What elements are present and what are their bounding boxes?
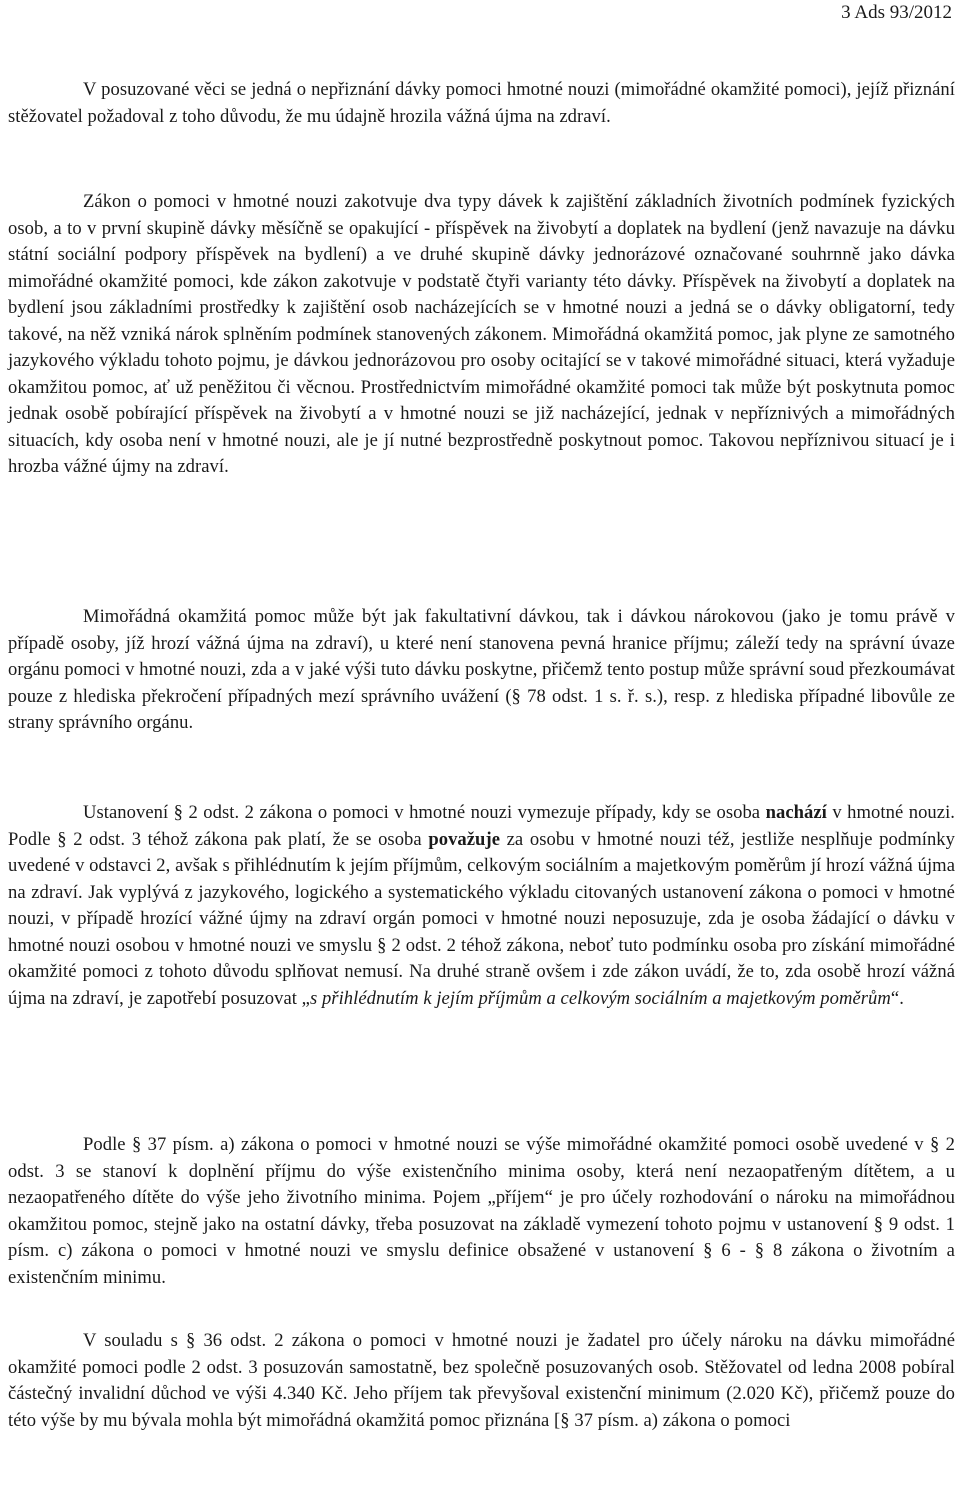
paragraph-6: V souladu s § 36 odst. 2 zákona o pomoci v hmotné nouzi je žadatel pro účely nároku na dávku mimořádné okamžité pomoci podle 2 odst. 3 posuzován samostatně, bez společně posuzovaných osob. Stěžovatel od ledna 2008 pobíral částečný invalidní důchod ve výši 4.340 Kč. Jeho příjem tak převyšoval existenční minimum (2.020 Kč), přičemž pouze do této výše by mu bývala mohla být mimořádná okamžitá pomoc přiznána [§ 37 písm. a) zákona o pomoci [8, 1330, 955, 1431]
paragraph-4-quote: s přihlédnutím k jejím příjmům a celkovým sociálním a majetkovým poměrům [309, 987, 891, 1009]
paragraph-5: Podle § 37 písm. a) zákona o pomoci v hmotné nouzi se výše mimořádné okamžité pomoci osobě uvedené v § 2 odst. 3 se stanoví k doplnění příjmu do výše existenčního minima osoby, která není nezaopatřeným dítětem, a u nezaopatřeného dítěte do výše jeho životního minima. Pojem „příjem“ je pro účely rozhodování o nároku na mimořádnou okamžitou pomoc, stejně jako na ostatní dávky, třeba posuzovat na základě vymezení tohoto pojmu v ustanovení § 9 odst. 1 písm. c) zákona o pomoci v hmotné nouzi ve smyslu definice obsažené v ustanovení § 6 - § 8 zákona o životním a existenčním minimu. [8, 1134, 955, 1288]
paragraph-4-bold-povazuje: považuje [428, 828, 500, 850]
paragraph-4-bold-nachazi: nachází [765, 802, 827, 823]
paragraph-4-text-a: Ustanovení § 2 odst. 2 zákona o pomoci v hmotné nouzi vymezuje případy, kdy se osoba [83, 802, 766, 823]
paragraph-4-text-g: “. [890, 987, 904, 1009]
paragraph-4-text-c: v hmotné nouzi. Podle § 2 odst. 3 téhož zákona pak platí, že se osoba [8, 802, 955, 850]
paragraph-2: Zákon o pomoci v hmotné nouzi zakotvuje dva typy dávek k zajištění základních životních podmínek fyzických osob, a to v první skupině dávky měsíčně se opakující - příspěvek na živobytí a doplatek na bydlení (jenž navazuje na dávku státní sociální podpory příspěvek na bydlení) a ve druhé skupině dávky jednorázové označované souhrnně jako dávka mimořádné okamžité pomoci, kde zákon zakotvuje v podstatě čtyři varianty této dávky. Příspěvek na živobytí a doplatek na bydlení jsou základními prostředky k zajištění osob nacházejících se v hmotné nouzi a jedná se o dávky obligatorní, tedy takové, na něž vzniká nárok splněním podmínek stanovených zákonem. Mimořádná okamžitá pomoc, jak plyne ze samotného jazykového výkladu tohoto pojmu, je dávkou jednorázovou pro osoby ocitající se v takové mimořádné situaci, která vyžaduje okamžitou pomoc, ať už peněžitou či věcnou. Prostřednictvím mimořádné okamžité pomoci tak může být poskytnuta pomoc jednak osobě pobírající příspěvek na živobytí a v hmotné nouzi se již nacházející, jednak v nepříznivých a mimořádných situacích, kdy osoba není v hmotné nouzi, ale je jí nutné bezprostředně poskytnout pomoc. Takovou nepříznivou situací je i hrozba vážné újmy na zdraví. [8, 191, 955, 477]
paragraph-1: V posuzované věci se jedná o nepřiznání dávky pomoci hmotné nouzi (mimořádné okamžité pomoci), jejíž přiznání stěžovatel požadoval z toho důvodu, že mu údajně hrozila vážná újma na zdraví. [8, 79, 955, 127]
paragraph-4-text-e: za osobu v hmotné nouzi též, jestliže nesplňuje podmínky uvedené v odstavci 2, avšak s přihlédnutím k jejím příjmům, celkovým sociálním a majetkovým poměrům jí hrozí vážná újma na zdraví. Jak vyplývá z jazykového, logického a systematického výkladu citovaných ustanovení zákona o pomoci v hmotné nouzi, v případě hrozící vážné újmy na zdraví orgán pomoci v hmotné nouzi neposuzuje, zda je osoba žádající o dávku v hmotné nouzi osobou v hmotné nouzi ve smyslu § 2 odst. 2 téhož zákona, neboť tuto podmínku osoba pro získání mimořádné okamžité pomoci z tohoto důvodu splňovat nemusí. Na druhé straně ovšem i zde zákon uvádí, že to, zda osobě hrozí vážná újma na zdraví, je zapotřebí posuzovat „ [8, 828, 955, 1009]
case-number: 3 Ads 93/2012 [841, 2, 952, 23]
paragraph-3: Mimořádná okamžitá pomoc může být jak fakultativní dávkou, tak i dávkou nárokovou (jako je tomu právě v případě osoby, jíž hrozí vážná újma na zdraví), u které není stanovena pevná hranice příjmu; záleží tedy na správní úvaze orgánu pomoci v hmotné nouzi, zda a v jaké výši tuto dávku poskytne, přičemž tento postup může správní soud přezkoumávat pouze z hlediska překročení případných mezí správního uvážení (§ 78 odst. 1 s. ř. s.), resp. z hlediska případné libovůle ze strany správního orgánu. [8, 606, 955, 733]
paragraph-4 [8, 800, 955, 1012]
